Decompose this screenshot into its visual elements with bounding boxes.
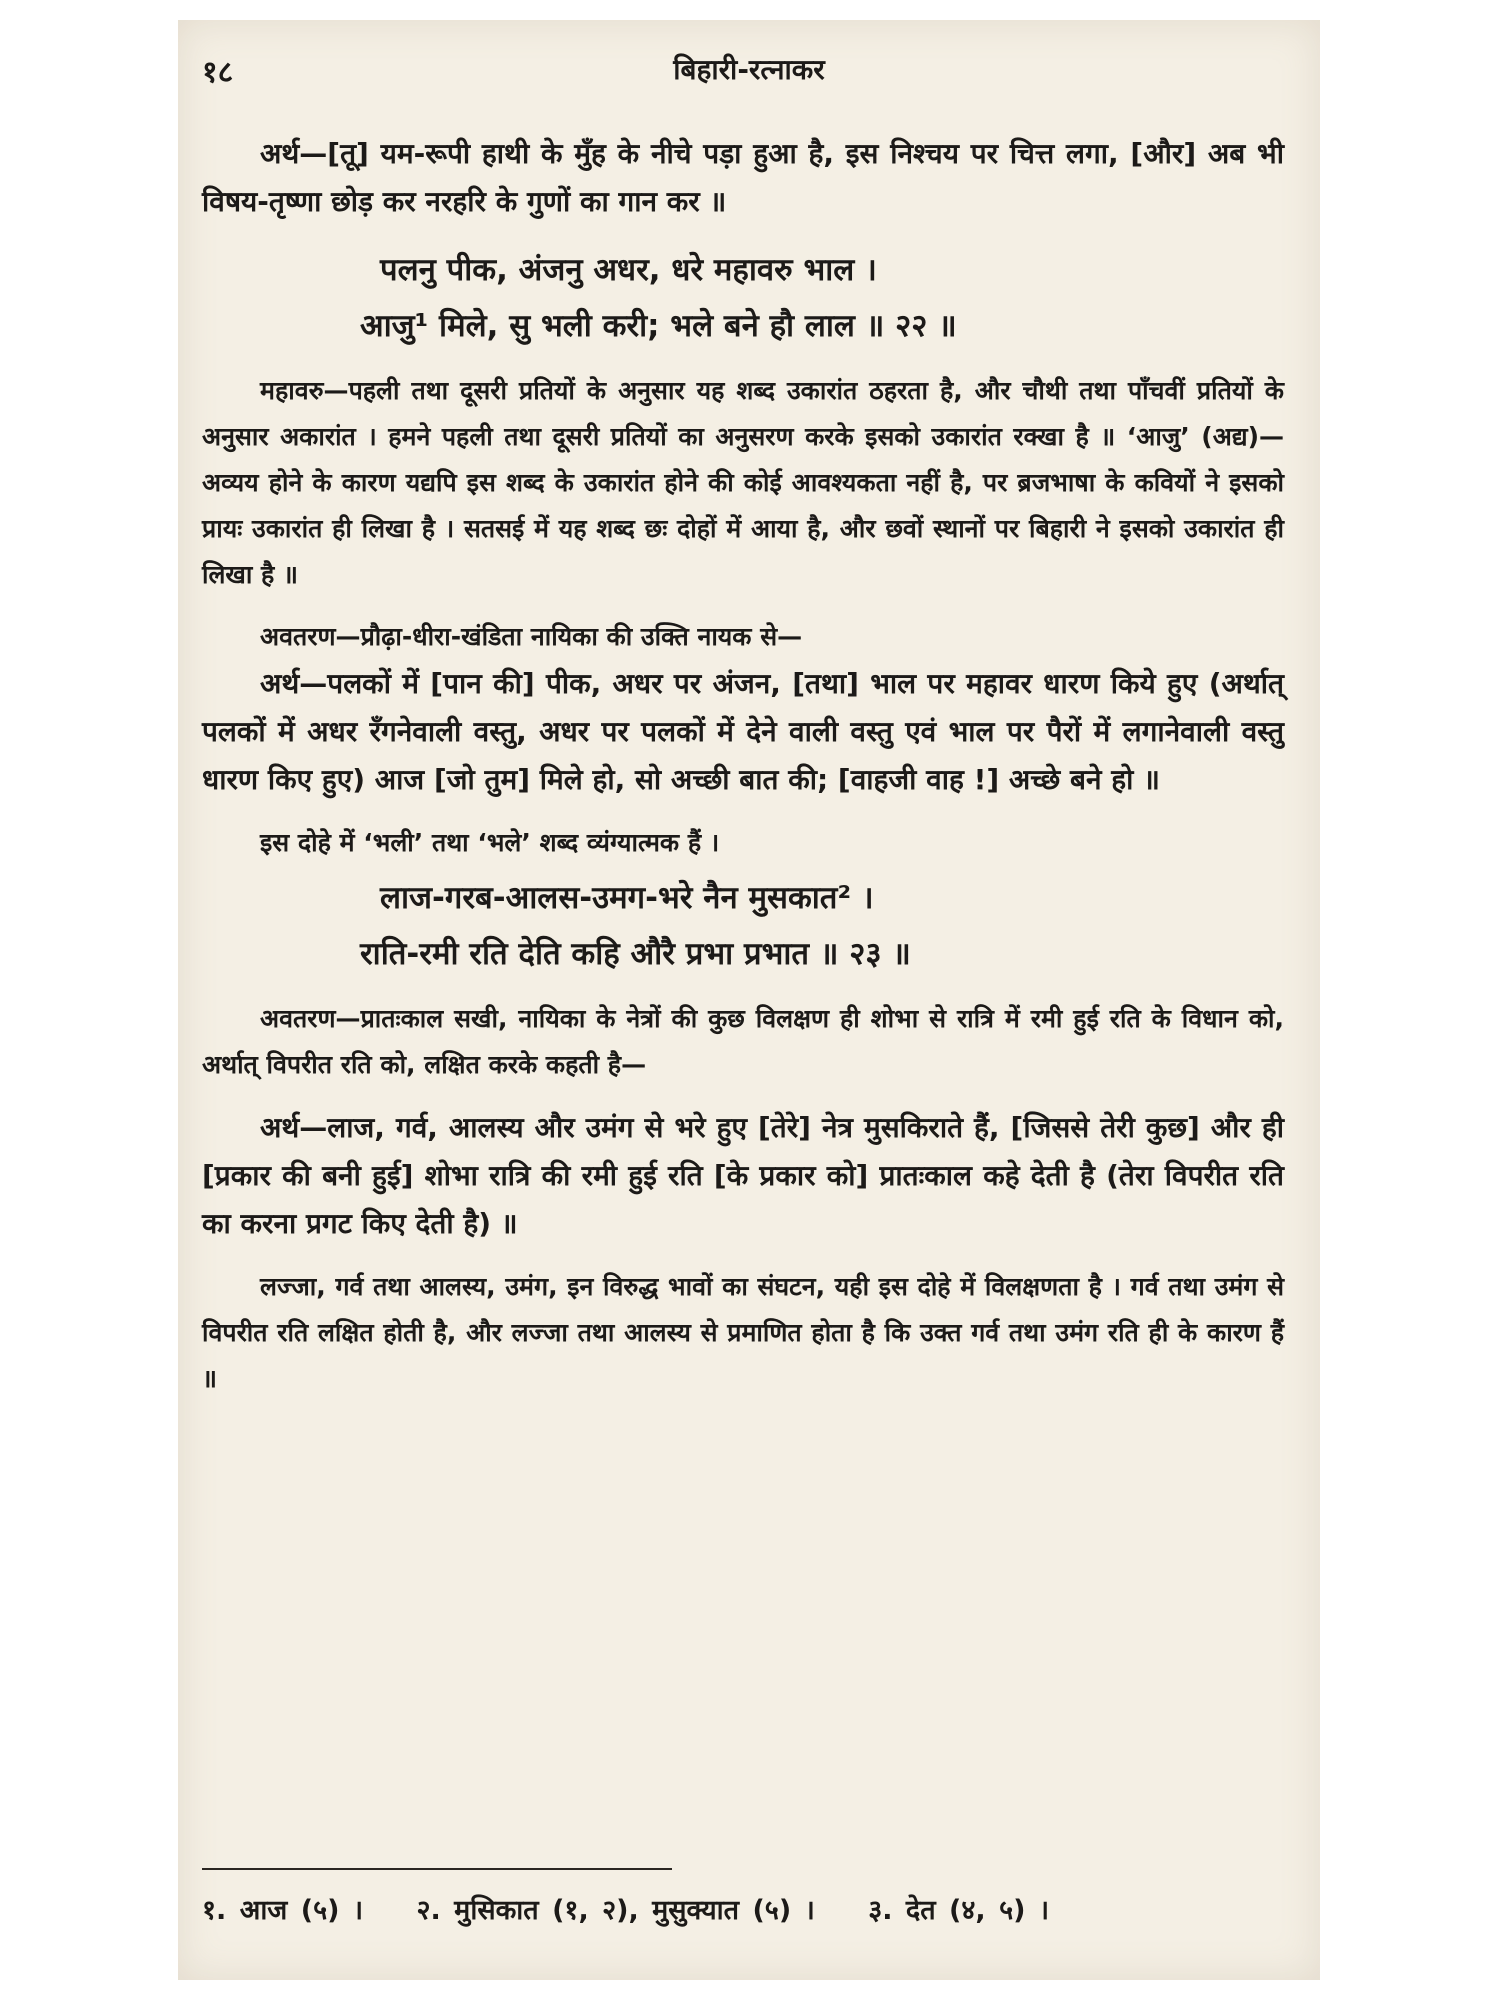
verse-line: आजु¹ मिले, सु भली करी; भले बने हौ लाल ॥ २२ ॥	[360, 308, 957, 344]
artha-label: अर्थ—	[260, 667, 328, 700]
footnote-2: २. मुसिकात (१, २), मुसुक्यात (५) ।	[416, 1895, 815, 1926]
mahavaru-text: पहली तथा दूसरी प्रतियों के अनुसार यह शब्द उकारांत ठहरता है, और चौथी तथा पाँचवीं प्रतियों के अनुसार अकारांत । हमने पहली तथा दूसरी प्रतियों का अनुसरण करके इसको उकारांत रक्खा है ॥ ‘आजु’ (अद्य)—अव्यय होने के कारण यद्यपि इस शब्द के उकारांत होने की कोई आवश्यकता नहीं है, पर ब्रजभाषा के कवियों ने इसको प्रायः उकारांत ही लिखा है । सतसई में यह शब्द छः दोहों में आया है, और छवों स्थानों पर बिहारी ने इसको उकारांत ही लिखा है ॥	[202, 376, 1284, 589]
avataran-paragraph-1	[202, 614, 1284, 660]
artha-text: लाज, गर्व, आलस्य और उमंग से भरे हुए [तेरे] नेत्र मुसकिराते हैं, [जिससे तेरी कुछ] और ही [प्रकार की बनी हुई] शोभा रात्रि की रमी हुई रति [के प्रकार को] प्रातःकाल कहे देती है (तेरा विपरीत रति का करना प्रगट किए देती है) ॥	[202, 1111, 1284, 1240]
verse-23	[202, 870, 1284, 982]
verse-line: लाज-गरब-आलस-उमग-भरे नैन मुसकात² ।	[380, 880, 874, 916]
footnotes	[202, 1890, 1284, 1927]
avataran-text: प्रातःकाल सखी, नायिका के नेत्रों की कुछ विलक्षण ही शोभा से रात्रि में रमी हुई रति के विधान को, अर्थात् विपरीत रति को, लक्षित करके कहती है—	[202, 1004, 1284, 1079]
avataran-paragraph-2	[202, 996, 1284, 1088]
verse-22	[202, 242, 1284, 354]
artha-label: अर्थ—	[260, 1111, 328, 1144]
note-paragraph-2: लज्जा, गर्व तथा आलस्य, उमंग, इन विरुद्ध भावों का संघटन, यही इस दोहे में विलक्षणता है । गर्व तथा उमंग से विपरीत रति लक्षित होती है, और लज्जा तथा आलस्य से प्रमाणित होता है कि उक्त गर्व तथा उमंग रति ही के कारण हैं ॥	[202, 1272, 1284, 1393]
verse-line: राति-रमी रति देति कहि औरै प्रभा प्रभात ॥ २३ ॥	[360, 936, 911, 972]
avataran-text: प्रौढ़ा-धीरा-खंडिता नायिका की उक्ति नायक से—	[360, 622, 803, 651]
mahavaru-label: महावरु—	[260, 376, 349, 405]
footnote-3: ३. देत (४, ५) ।	[868, 1895, 1050, 1926]
running-title: बिहारी-रत्नाकर	[673, 53, 825, 86]
book-page	[178, 20, 1320, 1980]
avataran-label: अवतरण—	[260, 1004, 361, 1033]
artha-paragraph-2	[202, 660, 1284, 804]
page-header	[178, 50, 1320, 100]
artha-text: [तू] यम-रूपी हाथी के मुँह के नीचे पड़ा हुआ है, इस निश्चय पर चित्त लगा, [और] अब भी विषय-तृष्णा छोड़ कर नरहरि के गुणों का गान कर ॥	[202, 137, 1284, 218]
mahavaru-note	[202, 368, 1284, 598]
note-paragraph-1: इस दोहे में ‘भली’ तथा ‘भले’ शब्द व्यंग्यात्मक हैं ।	[260, 828, 720, 857]
verse-line: पलनु पीक, अंजनु अधर, धरे महावरु भाल ।	[380, 252, 877, 288]
artha-paragraph-3	[202, 1104, 1284, 1248]
footnote-1: १. आज (५) ।	[202, 1895, 364, 1926]
page-body	[202, 130, 1284, 1418]
page-number: १८	[202, 55, 234, 90]
footnote-rule	[202, 1868, 672, 1870]
artha-text: पलकों में [पान की] पीक, अधर पर अंजन, [तथा] भाल पर महावर धारण किये हुए (अर्थात् पलकों में अधर रँगनेवाली वस्तु, अधर पर पलकों में देने वाली वस्तु एवं भाल पर पैरों में लगानेवाली वस्तु धारण किए हुए) आज [जो तुम] मिले हो, सो अच्छी बात की; [वाहजी वाह !] अच्छे बने हो ॥	[202, 667, 1284, 796]
artha-paragraph-1	[202, 130, 1284, 226]
artha-label: अर्थ—	[260, 137, 328, 170]
avataran-label: अवतरण—	[260, 622, 361, 651]
